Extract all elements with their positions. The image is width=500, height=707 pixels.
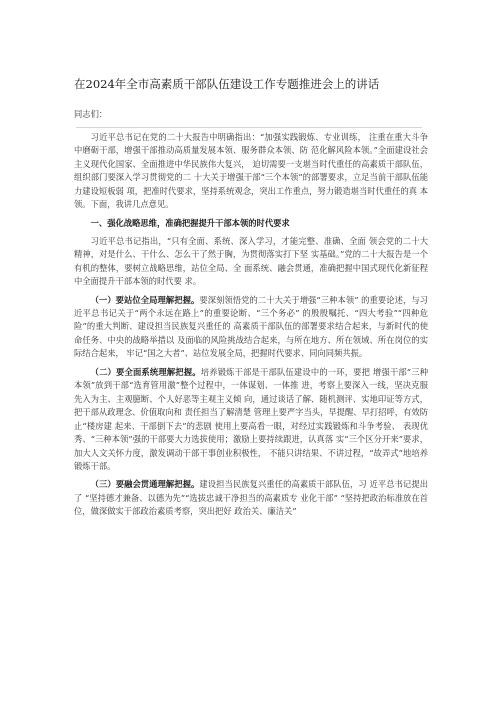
- point-paragraph: [74, 294, 428, 361]
- section-heading: 一、强化战略思维，准确把握提升干部本领的时代要求: [90, 217, 290, 228]
- point-lead: （三）要融会贯通理解把握。: [90, 479, 200, 490]
- point-body: 要深刻领悟党的二十大关于增强“三种本领” 的重要论述，与习近平总书记关于“两个永远在路上”的重要论断、“三个务必” 的殷殷嘱托、“四大考验”“四种危险”的重大判断、建设担当民族复兴重任的 高素质干部队伍的部署要求结合起来，与新时代的使命任务、中央的战略举措以 及面临的风险挑战结合起来，与所在地方、所在领域、所在岗位的实际结合起来， 牢记“国之大者”、站位发展全局，把握时代要求、同向同频共振。: [74, 294, 428, 359]
- document-body: [74, 131, 428, 519]
- point-lead: （二）要全面系统理解把握。: [90, 366, 201, 377]
- intro-paragraph: 习近平总书记在党的二十大报告中明确指出：“加强实践锻炼、专业训练， 注重在重大斗争中磨砺干部，增强干部推动高质量发展本领、服务群众本领、防 范化解风险本领。”全面建设社会主义现代化国家、全面推进中华民族伟大复兴， 迫切需要一支堪当时代重任的高素质干部队伍，组织部门要深入学习贯彻党的二 十大关于增强干部“三个本领”的部署要求，立足当前干部队伍能力建设短板弱 项，把准时代要求，坚持系统观念，突出工作重点，努力锻造堪当时代重任的真 本 领。下面，我讲几点意见。: [74, 132, 428, 210]
- point-body: 培养锻炼干部是干部队伍建设中的一环，要把 增强干部“三种本领”放到干部“选育管用激”整个过程中，一体谋划、一体推 进，考察上要深入一线，坚决克服先入为主、主观臆断、个人好恶等主观主义倾 向，通过谈话了解、随机测评、实地印证等方式，把干部从政理念、价值取向和 责任担当了解清楚 管理上要严字当头，早提醒、早打招呼，有效防止“楼房建 起来、干部倒下去”的悲剧 使用上要高看一眼，对经过实践锻炼和斗争考验、 表现优秀、“三种本领”强的干部要大力选拔使用；激励上要持续跟进，认真落 实“三个区分开来”要求，加大人文关怀力度，激发调动干部干事创业积极性， 不能只讲结果、不讲过程，“故弄式”地培养锻炼干部。: [74, 366, 428, 471]
- point-paragraph: [74, 366, 428, 474]
- point-paragraph: [74, 478, 428, 518]
- section-paragraph: 习近平总书记指出，“只有全面、系统、深入学习，才能完整、准确、全面 领会党的二十大精神，对是什么、干什么、怎么干了然于胸，为贯彻落实打下坚 实基础。”党的二十大报告是一个有机的整体，要树立战略思维，站位全局、全 面系统、融会贯通，准确把握中国式现代化新征程中全面提升干部本领的时代要 求。: [74, 235, 428, 287]
- salutation: 同志们：: [74, 109, 108, 119]
- divider-rule: [76, 127, 422, 128]
- point-lead: （一）要站位全局理解把握。: [90, 294, 200, 305]
- document-title: 在2024年全市高素质干部队伍建设工作专题推进会上的讲话: [74, 77, 380, 91]
- point-body: 建设担当民族复兴重任的高素质干部队伍，习 近平总书记提出了 “坚持德才兼备、以德为先”“选拔忠诚干净担当的高素质专 业化干部” “坚持把政治标准放在首位，做深做实干部政治素质考察，突出把好 政治关、廉洁关”: [74, 479, 428, 517]
